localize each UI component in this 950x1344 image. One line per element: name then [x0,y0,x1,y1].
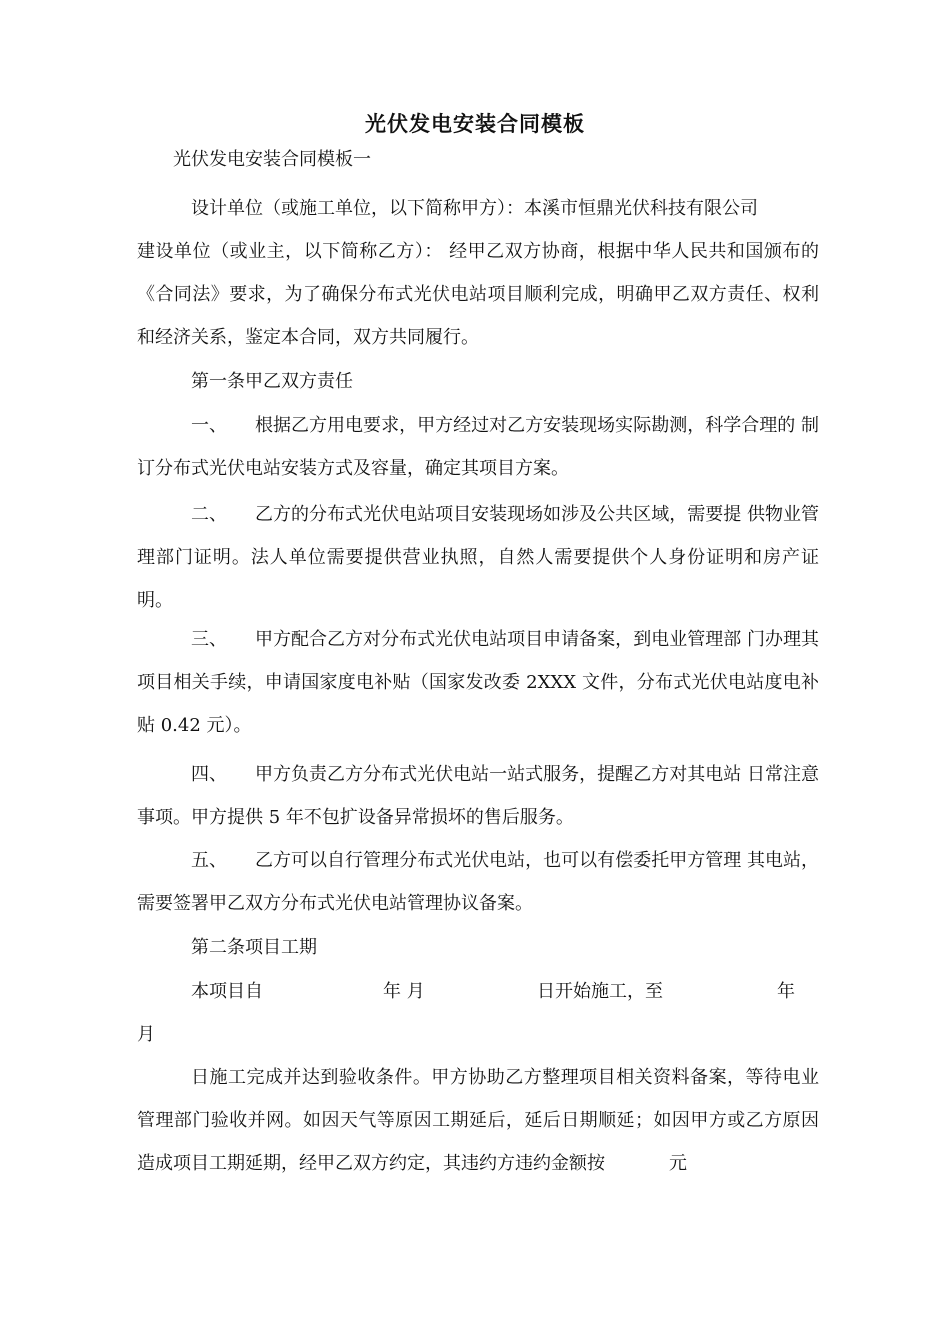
clause-item [137,753,819,839]
clause-text: 甲方负责乙方分布式光伏电站一站式服务，提醒乙方对其电站 日常注意事项。甲方提供 5 年不包扩设备异常损坏的售后服务。 [137,764,819,828]
clause-item [137,493,819,622]
clause-number: 三、 [191,629,227,650]
date-part: 本项目自 [191,981,263,1002]
party-b-paragraph: 建设单位（或业主，以下简称乙方）： 经甲乙双方协商，根据中华人民共和国颁布的《合同法》要求，为了确保分布式光伏电站项目顺利完成，明确甲乙双方责任、权利和经济关系，鉴定本合同，双方共同履行。 [137,241,819,348]
document-title: 光伏发电安装合同模板 [365,111,585,136]
clause-number: 一、 [191,415,227,436]
date-line [0,980,950,1004]
clause-text: 乙方可以自行管理分布式光伏电站，也可以有偿委托甲方管理 其电站，需要签署甲乙双方分布式光伏电站管理协议备案。 [137,850,819,914]
article-1-heading: 第一条甲乙双方责任 [191,371,353,392]
clause-text: 甲方配合乙方对分布式光伏电站项目申请备案，到电业管理部 门办理其项目相关手续，申请国家度电补贴（国家发改委 2XXX 文件，分布式光伏电站度电补贴 0.42 元）。 [137,629,819,736]
final-paragraph-text: 日施工完成并达到验收条件。甲方协助乙方整理项目相关资料备案，等待电业管理部门验收并网。如因天气等原因工期延后，延后日期顺延；如因甲方或乙方原因造成项目工期延期，经甲乙双方约定，其违约方违约金额按 [137,1067,819,1174]
clause-number: 四、 [191,764,227,785]
clause-item [137,404,819,490]
article-2-heading: 第二条项目工期 [191,937,317,958]
clause-text: 根据乙方用电要求，甲方经过对乙方安装现场实际勘测，科学合理的 制订分布式光伏电站安装方式及容量，确定其项目方案。 [137,415,819,479]
clause-number: 五、 [191,850,227,871]
final-paragraph-unit: 元 [669,1153,687,1174]
party-a-line: 设计单位（或施工单位，以下简称甲方）：本溪市恒鼎光伏科技有限公司 [191,198,758,219]
clause-item [137,618,819,747]
date-part: 年 月 [383,981,425,1002]
clause-item [137,839,819,925]
clause-number: 二、 [191,504,227,525]
subtitle: 光伏发电安装合同模板一 [173,149,371,170]
date-part: 日开始施工，至 [537,981,663,1002]
date-line-month: 月 [137,1024,155,1045]
date-part: 年 [777,981,795,1002]
clause-text: 乙方的分布式光伏电站项目安装现场如涉及公共区域，需要提 供物业管理部门证明。法人单位需要提供营业执照，自然人需要提供个人身份证明和房产证明。 [137,504,819,611]
final-paragraph [137,1056,819,1185]
